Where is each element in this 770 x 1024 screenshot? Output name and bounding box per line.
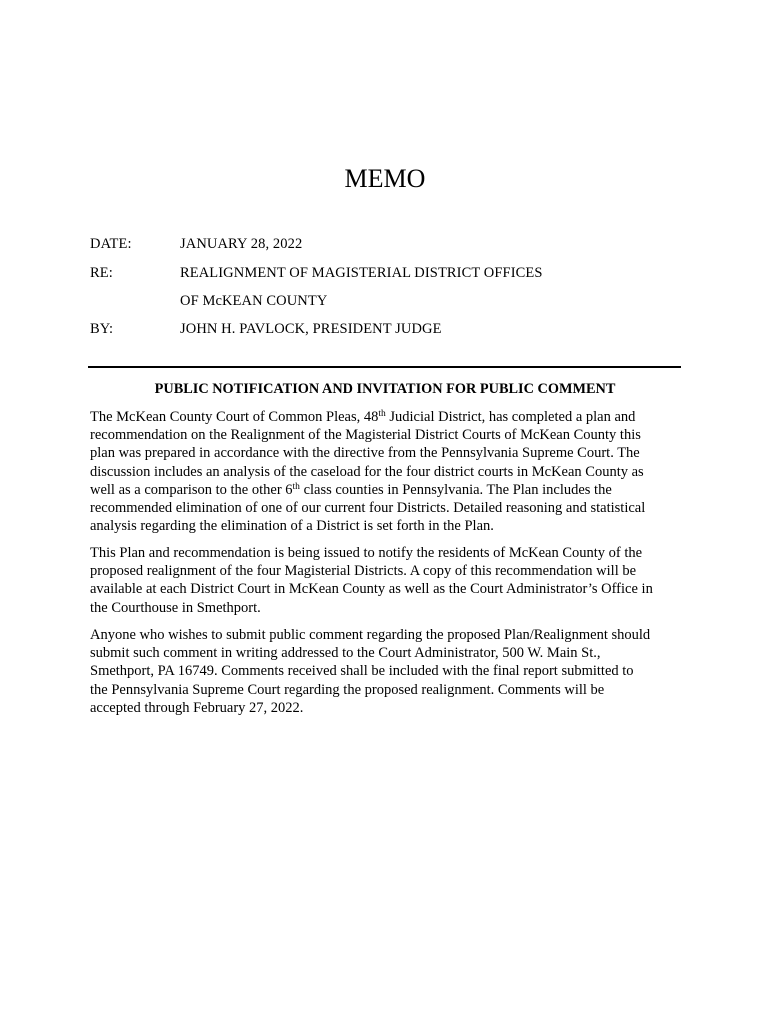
paragraph-1-line: discussion includes an analysis of the caseload for the four district courts in McKean County as xyxy=(90,463,644,480)
text-run: The McKean County Court of Common Pleas, 48 xyxy=(90,409,379,425)
header-divider xyxy=(88,366,681,368)
by-value: JOHN H. PAVLOCK, PRESIDENT JUDGE xyxy=(180,321,442,337)
paragraph-1 xyxy=(90,408,690,535)
paragraph-1-line: recommendation on the Realignment of the Magisterial District Courts of McKean County this xyxy=(90,427,641,444)
paragraph-3-line: the Pennsylvania Supreme Court regarding the proposed realignment. Comments will be xyxy=(90,681,605,698)
paragraph-1-line: recommended elimination of one of our current four Districts. Detailed reasoning and statistical xyxy=(90,500,646,517)
section-heading: PUBLIC NOTIFICATION AND INVITATION FOR PUBLIC COMMENT xyxy=(154,381,616,397)
paragraph-1-line xyxy=(90,481,690,499)
date-label: DATE: xyxy=(90,236,132,252)
paragraph-2-line: proposed realignment of the four Magisterial Districts. A copy of this recommendation will be xyxy=(90,563,637,580)
text-run: class counties in Pennsylvania. The Plan includes the xyxy=(299,481,612,498)
paragraph-3-line: Smethport, PA 16749. Comments received shall be included with the final report submitted to xyxy=(90,663,634,680)
text-run: Judicial District, has completed a plan and xyxy=(385,409,636,425)
re-value-line1: REALIGNMENT OF MAGISTERIAL DISTRICT OFFICES xyxy=(180,265,543,281)
paragraph-3-line: accepted through February 27, 2022. xyxy=(90,699,304,716)
by-label: BY: xyxy=(90,321,114,337)
superscript: th xyxy=(292,481,300,492)
text-run: well as a comparison to the other 6 xyxy=(90,481,293,498)
paragraph-2-line: the Courthouse in Smethport. xyxy=(90,599,261,616)
memo-title: MEMO xyxy=(344,164,426,193)
paragraph-1-line xyxy=(90,408,690,426)
paragraph-2-line: This Plan and recommendation is being issued to notify the residents of McKean County of the xyxy=(90,545,643,561)
paragraph-1-line: analysis regarding the elimination of a District is set forth in the Plan. xyxy=(90,518,494,535)
re-label: RE: xyxy=(90,265,113,281)
paragraph-3-line: submit such comment in writing addressed to the Court Administrator, 500 W. Main St., xyxy=(90,645,601,662)
re-value-line2: OF McKEAN COUNTY xyxy=(180,293,328,309)
superscript: th xyxy=(378,409,386,419)
paragraph-2-line: available at each District Court in McKean County as well as the Court Administrator’s Office in xyxy=(90,581,653,598)
paragraph-1-line: plan was prepared in accordance with the directive from the Pennsylvania Supreme Court. The xyxy=(90,445,640,462)
date-value: JANUARY 28, 2022 xyxy=(180,236,303,252)
paragraph-2 xyxy=(90,544,690,617)
paragraph-3 xyxy=(90,626,690,717)
paragraph-3-line: Anyone who wishes to submit public comment regarding the proposed Plan/Realignment should xyxy=(90,627,651,643)
